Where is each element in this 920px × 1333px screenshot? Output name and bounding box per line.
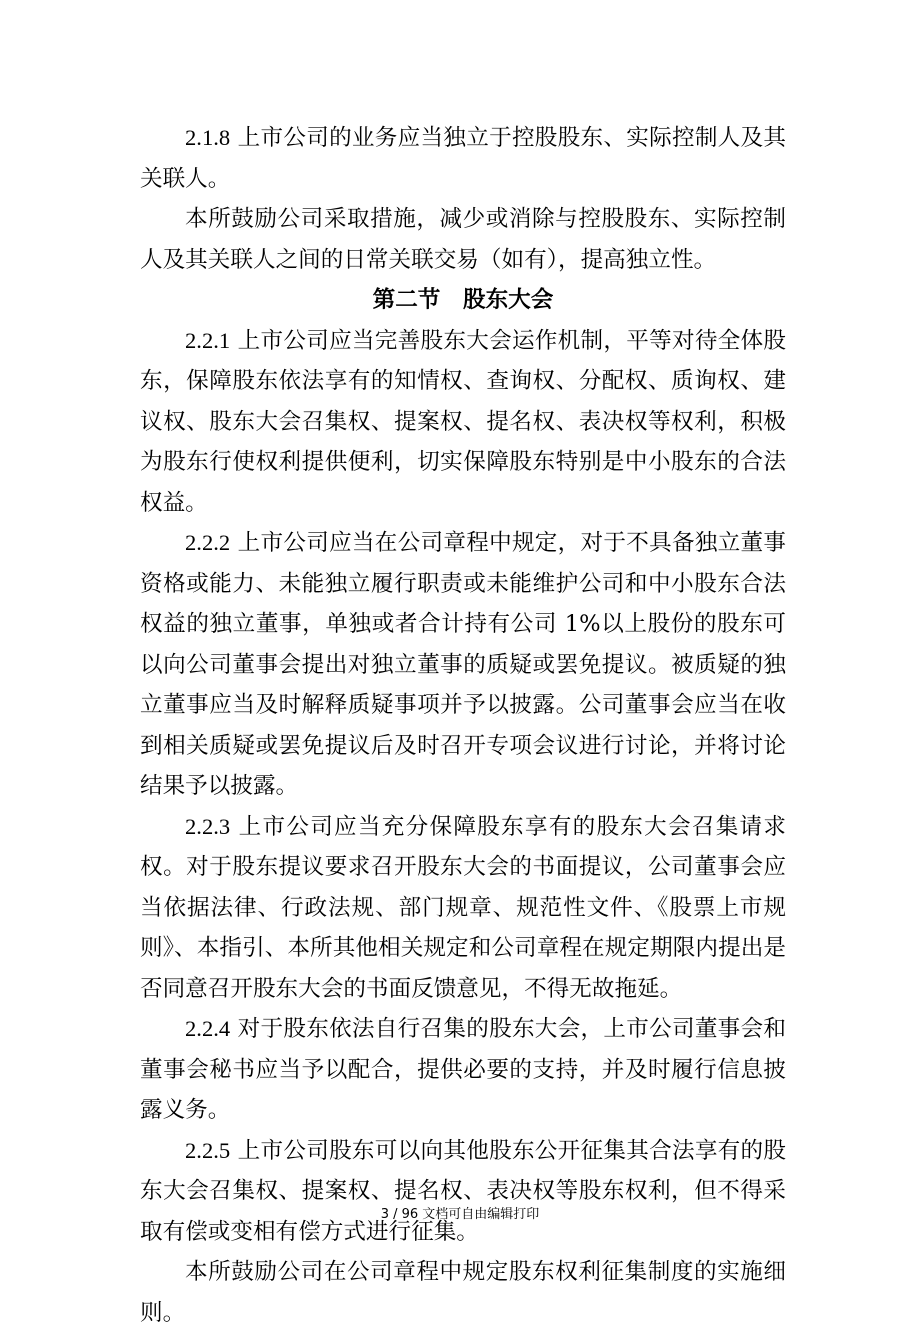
paragraph-text: 上市公司应当充分保障股东享有的股东大会召集请求权。对于股东提议要求召开股东大会的书面提议，公司董事会应当依据法律、行政法规、部门规章、规范性文件、《股票上市规则》、本指引、本所其他相关规定和公司章程在规定期限内提出是否同意召开股东大会的书面反馈意见，不得无故拖延。: [140, 813, 787, 1002]
paragraph-text: 本所鼓励公司在公司章程中规定股东权利征集制度的实施细则。: [140, 1259, 786, 1326]
paragraph-2-1-8: [140, 118, 786, 199]
paragraph-2-2-5: [140, 1131, 786, 1253]
paragraph-2-2-3: [140, 807, 786, 1010]
clause-number: 2.2.4: [185, 1016, 231, 1041]
paragraph-text: 上市公司应当在公司章程中规定，对于不具备独立董事资格或能力、未能独立履行职责或未能维护公司和中小股东合法权益的独立董事，单独或者合计持有公司 1%以上股份的股东可以向公司董事会提出对独立董事的质疑或罢免提议。被质疑的独立董事应当及时解释质疑事项并予以披露。公司董事会应当在收到相关质疑或罢免提议后及时召开专项会议进行讨论，并将讨论结果予以披露。: [140, 530, 786, 799]
page-footer: 3 / 96 文档可自由编辑打印: [380, 1207, 540, 1222]
clause-number: 2.1.8: [185, 125, 231, 150]
clause-number: 2.2.5: [185, 1137, 231, 1163]
paragraph-2-2-1: [140, 321, 786, 524]
paragraph-2-2-4: [140, 1009, 786, 1131]
paragraph-text: 上市公司应当完善股东大会运作机制，平等对待全体股东，保障股东依法享有的知情权、查询权、分配权、质询权、建议权、股东大会召集权、提案权、提名权、表决权等权利，积极为股东行使权利提供便利，切实保障股东特别是中小股东的合法权益。: [140, 327, 786, 516]
section-heading: 第二节 股东大会: [372, 287, 554, 313]
clause-number: 2.2.1: [185, 327, 231, 353]
paragraph-solicitation-note: [140, 1252, 786, 1333]
paragraph-text: 对于股东依法自行召集的股东大会，上市公司董事会和董事会秘书应当予以配合，提供必要的支持，并及时履行信息披露义务。: [140, 1016, 786, 1123]
document-body: [140, 118, 786, 1333]
paragraph-text: 本所鼓励公司采取措施，减少或消除与控股股东、实际控制人及其关联人之间的日常关联交易（如有），提高独立性。: [140, 206, 786, 273]
paragraph-independence-note: [140, 199, 786, 280]
clause-number: 2.2.2: [185, 530, 231, 555]
paragraph-text: 上市公司股东可以向其他股东公开征集其合法享有的股东大会召集权、提案权、提名权、表决权等股东权利，但不得采取有偿或变相有偿方式进行征集。: [140, 1137, 786, 1245]
clause-number: 2.2.3: [185, 813, 231, 839]
paragraph-text: 上市公司的业务应当独立于控股股东、实际控制人及其关联人。: [140, 125, 786, 192]
paragraph-2-2-2: [140, 523, 786, 807]
